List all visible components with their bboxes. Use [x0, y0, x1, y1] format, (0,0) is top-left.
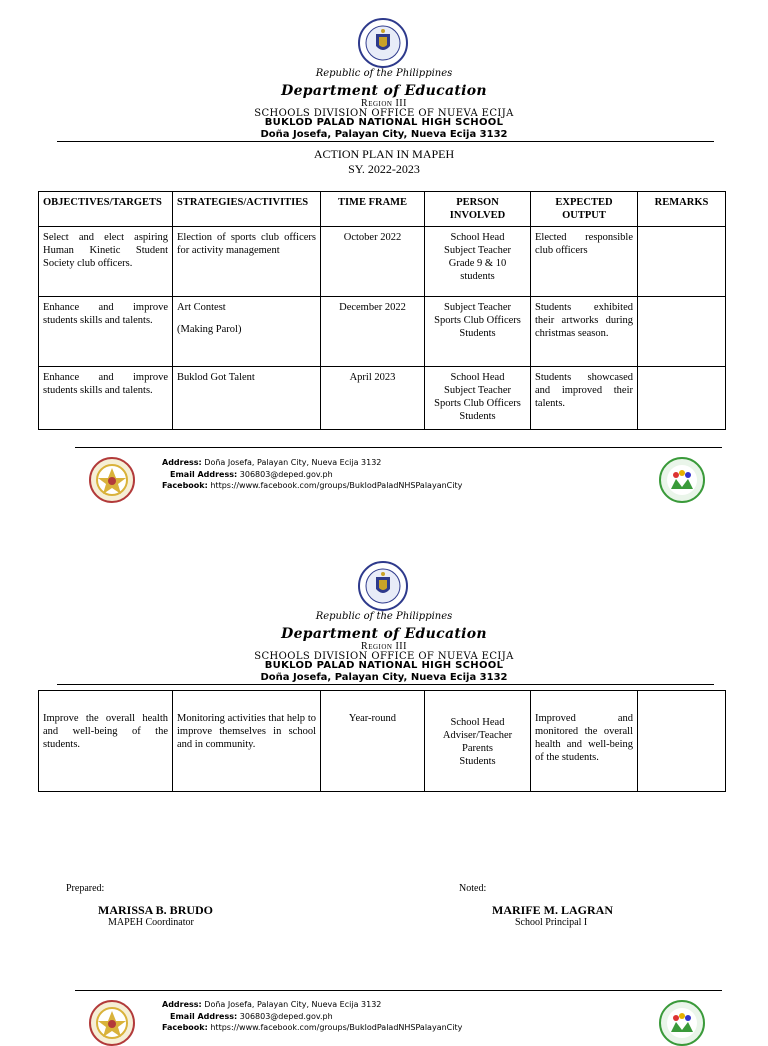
strategy-cell: Election of sports club officers for activity management	[173, 227, 321, 297]
objective-cell: Enhance and improve students skills and talents.	[39, 367, 173, 430]
header-person-involved: PERSON INVOLVED	[425, 192, 531, 227]
expected-output-cell: Improved and monitored the overall health and well-being of the students.	[531, 691, 638, 792]
email-value: 306803@deped.gov.ph	[239, 469, 333, 479]
person-item: Grade 9 & 10	[448, 258, 507, 269]
time-frame-cell: April 2023	[321, 367, 425, 430]
school-address: Doña Josefa, Palayan City, Nueva Ecija 3132	[260, 672, 508, 683]
action-plan-table	[38, 191, 726, 430]
school-name: BUKLOD PALAD NATIONAL HIGH SCHOOL	[264, 660, 504, 671]
person-item: Subject Teacher	[444, 385, 511, 396]
address-label: Address:	[162, 458, 202, 467]
club-logo	[659, 1000, 705, 1046]
email-value: 306803@deped.gov.ph	[239, 1011, 333, 1021]
persons-cell	[425, 691, 531, 792]
header-rule	[57, 684, 714, 685]
person-item: students	[460, 271, 495, 282]
person-item: Students	[459, 756, 496, 767]
strategy-cell: Buklod Got Talent	[173, 367, 321, 430]
strategy-note: (Making Parol)	[177, 324, 242, 335]
email-label: Email Address:	[170, 469, 238, 479]
person-item: Parents	[462, 743, 493, 754]
persons-cell	[425, 297, 531, 367]
facebook-label: Facebook:	[162, 481, 208, 490]
division-text: SCHOOLS DIVISION OFFICE OF NUEVA ECIJA	[254, 108, 514, 119]
page-title: ACTION PLAN IN MAPEH	[313, 147, 455, 161]
header-rule	[57, 141, 714, 142]
noted-title: School Principal I	[515, 917, 588, 928]
division-text: SCHOOLS DIVISION OFFICE OF NUEVA ECIJA	[254, 651, 514, 662]
republic-text: Republic of the Philippines	[315, 68, 453, 79]
table-row	[39, 227, 726, 297]
remarks-cell	[638, 367, 726, 430]
header-objectives: OBJECTIVES/TARGETS	[39, 192, 173, 227]
person-item: School Head	[450, 717, 505, 728]
footer-rule	[75, 990, 722, 991]
school-name: BUKLOD PALAD NATIONAL HIGH SCHOOL	[264, 117, 504, 128]
club-logo	[659, 457, 705, 503]
school-logo	[89, 457, 135, 503]
prepared-label: Prepared:	[66, 883, 105, 894]
person-item: Adviser/Teacher	[442, 730, 513, 741]
person-item: School Head	[450, 372, 505, 383]
facebook-label: Facebook:	[162, 1023, 208, 1032]
footer-rule	[75, 447, 722, 448]
region-text: Region III	[361, 98, 407, 109]
noted-label: Noted:	[459, 883, 487, 894]
deped-seal-logo	[358, 18, 408, 68]
header-strategies: STRATEGIES/ACTIVITIES	[173, 192, 321, 227]
person-item: Sports Club Officers	[434, 398, 521, 409]
time-frame-cell: December 2022	[321, 297, 425, 367]
school-year: SY. 2022-2023	[348, 162, 420, 176]
time-frame-cell: October 2022	[321, 227, 425, 297]
strategy-text: Art Contest	[177, 302, 226, 313]
address-value: Doña Josefa, Palayan City, Nueva Ecija 3132	[204, 458, 382, 467]
table-row	[39, 691, 726, 792]
strategy-cell: Monitoring activities that help to improve themselves in school and in community.	[173, 691, 321, 792]
department-text: Department of Education	[281, 83, 487, 99]
expected-output-cell: Students showcased and improved their talents.	[531, 367, 638, 430]
footer-contact	[162, 999, 463, 1032]
school-logo	[89, 1000, 135, 1046]
persons-cell	[425, 367, 531, 430]
department-text: Department of Education	[281, 626, 487, 642]
expected-output-cell: Students exhibited their artworks during christmas season.	[531, 297, 638, 367]
header-expected-output: EXPECTED OUTPUT	[531, 192, 638, 227]
header-remarks: REMARKS	[638, 192, 726, 227]
persons-cell	[425, 227, 531, 297]
table-row	[39, 297, 726, 367]
remarks-cell	[638, 691, 726, 792]
person-item: Subject Teacher	[444, 245, 511, 256]
person-item: School Head	[450, 232, 505, 243]
prepared-title: MAPEH Coordinator	[108, 917, 194, 928]
expected-output-cell: Elected responsible club officers	[531, 227, 638, 297]
facebook-link[interactable]: https://www.facebook.com/groups/BuklodPaladNHSPalayanCity	[210, 1023, 463, 1032]
person-item: Students	[459, 328, 496, 339]
email-label: Email Address:	[170, 1011, 238, 1021]
objective-cell: Improve the overall health and well-being of the students.	[39, 691, 173, 792]
strategy-cell	[173, 297, 321, 367]
header-time-frame: TIME FRAME	[321, 192, 425, 227]
address-label: Address:	[162, 1000, 202, 1009]
remarks-cell	[638, 297, 726, 367]
objective-cell: Enhance and improve students skills and talents.	[39, 297, 173, 367]
person-item: Subject Teacher	[444, 302, 511, 313]
person-item: Sports Club Officers	[434, 315, 521, 326]
person-item: Students	[459, 411, 496, 422]
region-text: Region III	[361, 641, 407, 652]
address-value: Doña Josefa, Palayan City, Nueva Ecija 3132	[204, 1000, 382, 1009]
action-plan-table-continued	[38, 690, 726, 792]
table-header-row	[39, 192, 726, 227]
footer-contact	[162, 457, 462, 492]
school-address: Doña Josefa, Palayan City, Nueva Ecija 3132	[260, 129, 508, 140]
prepared-name: MARISSA B. BRUDO	[98, 903, 214, 917]
republic-text: Republic of the Philippines	[315, 611, 453, 622]
table-row	[39, 367, 726, 430]
noted-name: MARIFE M. LAGRAN	[492, 903, 613, 917]
objective-cell: Select and elect aspiring Human Kinetic Student Society club officers.	[39, 227, 173, 297]
deped-seal-logo	[358, 561, 408, 611]
remarks-cell	[638, 227, 726, 297]
facebook-link[interactable]: https://www.facebook.com/groups/BuklodPaladNHSPalayanCity	[210, 481, 463, 490]
time-frame-cell: Year-round	[321, 691, 425, 792]
